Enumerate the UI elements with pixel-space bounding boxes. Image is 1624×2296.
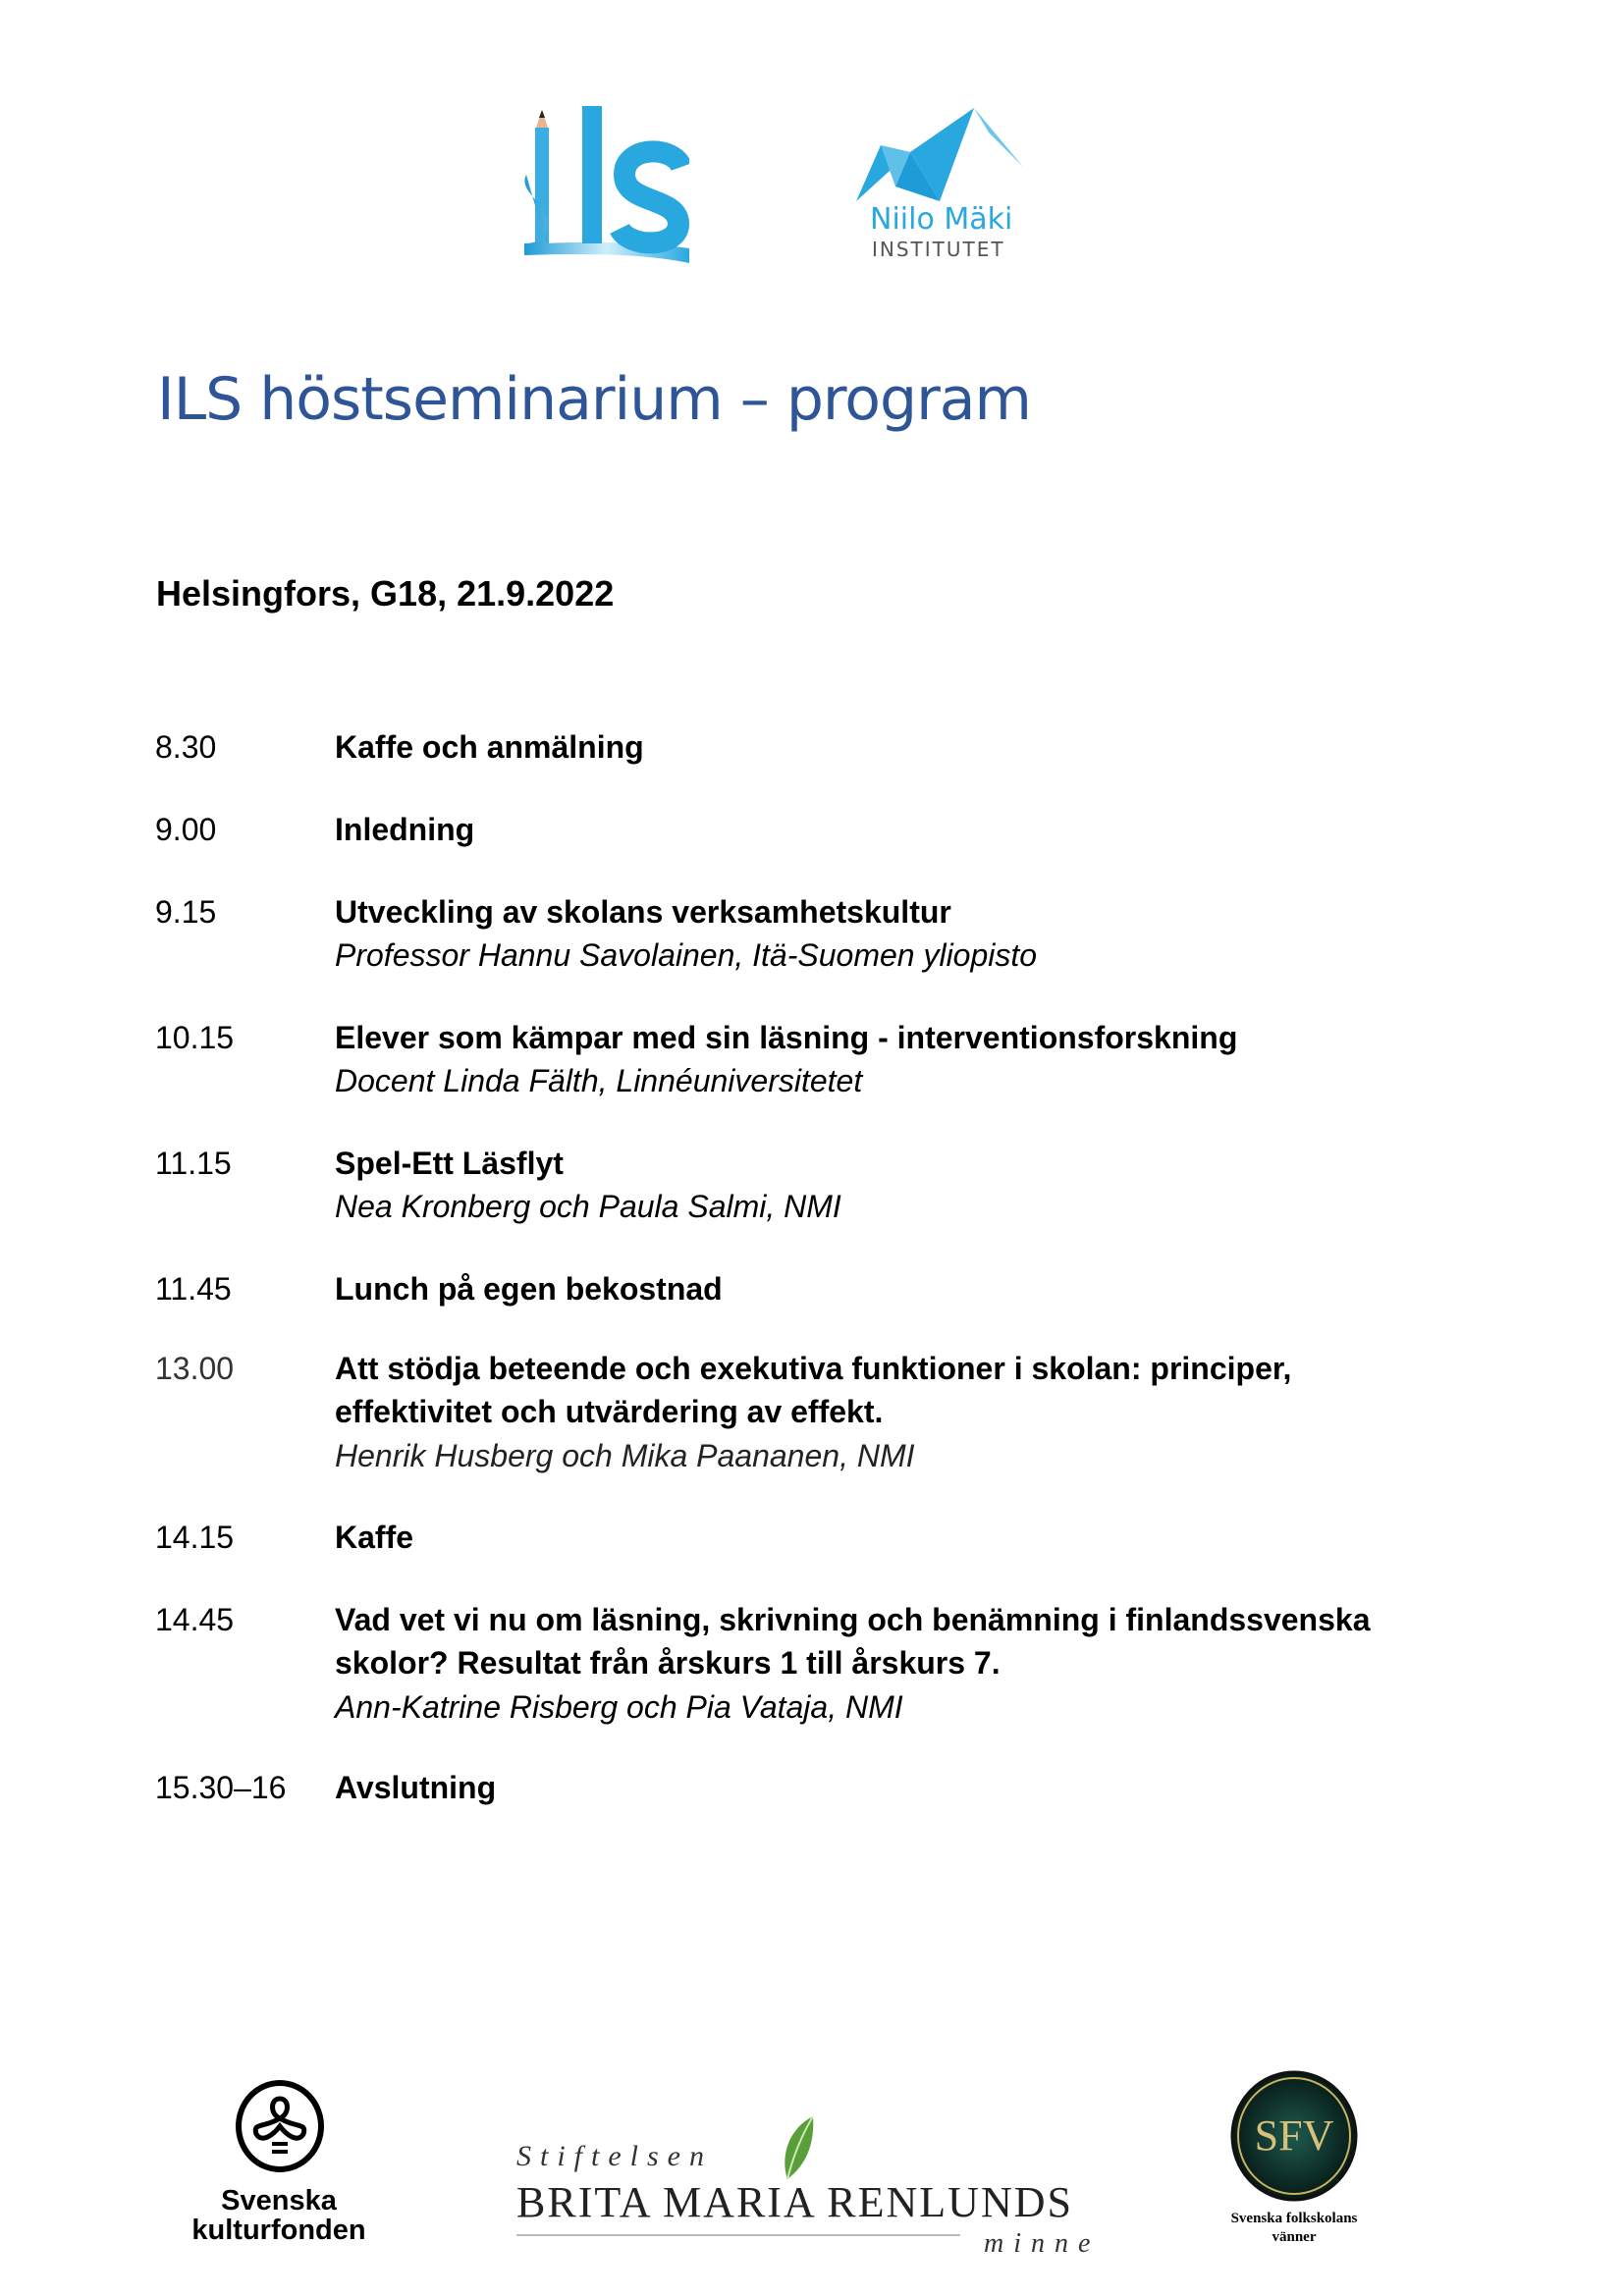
agenda-time: 14.15 [155,1520,235,1555]
agenda-speaker: Henrik Husberg och Mika Paananen, NMI [335,1438,915,1473]
leaf-icon [780,2116,815,2181]
agenda-title: Inledning [335,812,475,847]
sfv-monogram: SFV [1254,2111,1334,2160]
nmi-logo [856,108,1023,260]
agenda-speaker: Docent Linda Fälth, Linnéuniversitetet [335,1063,863,1098]
sfv-line1: Svenska folkskolans [1230,2211,1358,2226]
skf-logo [181,2079,377,2256]
agenda-title: Vad vet vi nu om läsning, skrivning och benämning i finlandssvenska [335,1602,1371,1637]
agenda-title-cont: skolor? Resultat från årskurs 1 till årskurs 7. [335,1645,1001,1681]
agenda-title: Kaffe [335,1520,414,1555]
agenda-speaker: Ann-Katrine Risberg och Pia Vataja, NMI [335,1689,903,1725]
agenda-time: 11.45 [155,1271,232,1307]
sfv-logo [1206,2069,1382,2256]
ils-logo [516,106,689,269]
agenda-time: 8.30 [155,729,217,765]
agenda-time: 9.15 [155,894,217,930]
agenda-title-cont: effektivitet och utvärdering av effekt. [335,1394,884,1429]
skf-line1: Svenska [221,2185,337,2216]
skf-line2: kulturfonden [191,2215,366,2246]
divider [516,2234,960,2236]
agenda-time: 14.45 [155,1602,235,1637]
agenda-time: 13.00 [155,1351,235,1386]
agenda-time: 9.00 [155,812,217,847]
agenda-time: 10.15 [155,1020,235,1055]
agenda-title: Lunch på egen bekostnad [335,1271,723,1307]
agenda-title: Utveckling av skolans verksamhetskultur [335,894,951,930]
bmr-post: minne [984,2228,1101,2259]
agenda-title: Att stödja beteende och exekutiva funktioner i skolan: principer, [335,1351,1292,1386]
agenda-title: Kaffe och anmälning [335,729,644,765]
sfv-line2: vänner [1272,2229,1317,2245]
agenda-time: 15.30–16 [155,1770,287,1805]
agenda-title: Avslutning [335,1770,497,1805]
agenda-speaker: Nea Kronberg och Paula Salmi, NMI [335,1189,841,1224]
page-title: ILS höstseminarium – program [157,365,1031,434]
agenda-title: Spel-Ett Läsflyt [335,1146,564,1181]
nmi-sub: INSTITUTET [872,238,1005,261]
agenda-speaker: Professor Hannu Savolainen, Itä-Suomen yliopisto [335,937,1038,973]
bmr-logo [516,2110,1106,2258]
agenda-title: Elever som kämpar med sin läsning - interventionsforskning [335,1020,1238,1055]
nmi-name: Niilo Mäki [870,202,1013,237]
bmr-name: BRITA MARIA RENLUNDS [516,2178,1073,2226]
agenda-time: 11.15 [155,1146,232,1181]
subtitle: Helsingfors, G18, 21.9.2022 [156,573,615,614]
bmr-pre: Stiftelsen [516,2140,713,2172]
